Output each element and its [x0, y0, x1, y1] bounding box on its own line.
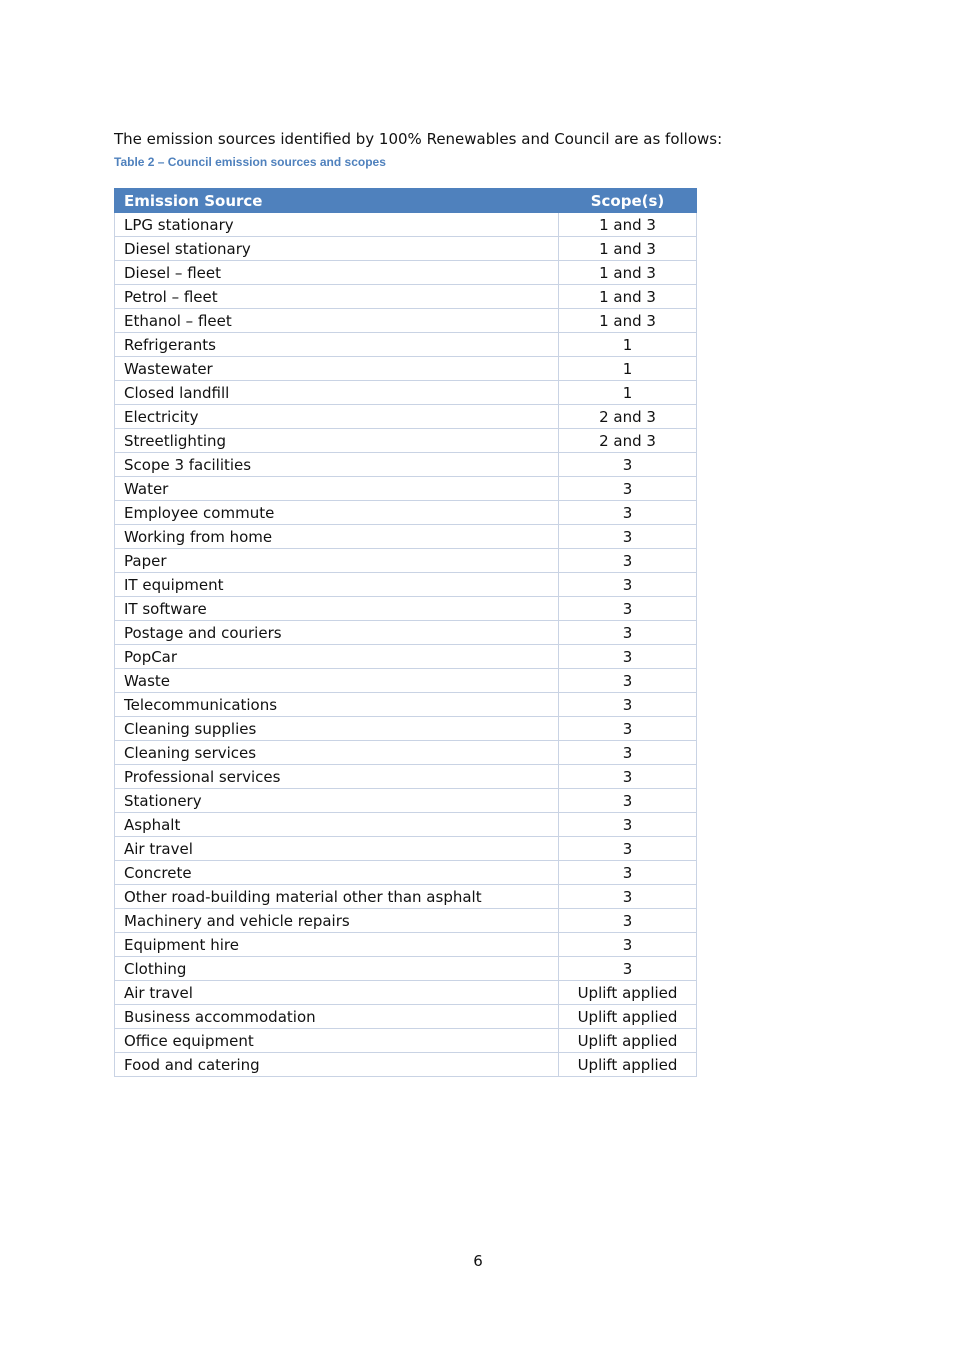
table-row: [115, 333, 697, 357]
table-row: [115, 405, 697, 429]
table-row: [115, 429, 697, 453]
table-row: [115, 909, 697, 933]
emission-source-cell: Cleaning supplies: [115, 717, 559, 741]
scope-cell: 3: [559, 765, 697, 789]
emission-source-cell: Working from home: [115, 525, 559, 549]
emission-source-cell: Scope 3 facilities: [115, 453, 559, 477]
scope-cell: Uplift applied: [559, 1053, 697, 1077]
scope-cell: 1 and 3: [559, 309, 697, 333]
table-row: [115, 501, 697, 525]
table-row: [115, 789, 697, 813]
emission-source-cell: Air travel: [115, 837, 559, 861]
emission-source-cell: Streetlighting: [115, 429, 559, 453]
scope-cell: 1: [559, 333, 697, 357]
table-row: [115, 453, 697, 477]
table-row: [115, 813, 697, 837]
scope-cell: 3: [559, 813, 697, 837]
scope-cell: Uplift applied: [559, 1005, 697, 1029]
table-row: [115, 525, 697, 549]
scope-cell: 3: [559, 957, 697, 981]
scope-cell: 1 and 3: [559, 285, 697, 309]
table-row: [115, 597, 697, 621]
emission-source-cell: Ethanol – fleet: [115, 309, 559, 333]
emission-source-cell: Business accommodation: [115, 1005, 559, 1029]
emission-source-cell: Employee commute: [115, 501, 559, 525]
table-row: [115, 693, 697, 717]
table-row: [115, 885, 697, 909]
scope-cell: 3: [559, 909, 697, 933]
scope-cell: 3: [559, 453, 697, 477]
emission-source-cell: Diesel stationary: [115, 237, 559, 261]
emission-source-cell: PopCar: [115, 645, 559, 669]
emission-source-cell: Office equipment: [115, 1029, 559, 1053]
table-row: [115, 861, 697, 885]
scope-cell: 3: [559, 645, 697, 669]
scope-cell: 3: [559, 573, 697, 597]
emission-source-cell: Cleaning services: [115, 741, 559, 765]
emission-source-cell: Clothing: [115, 957, 559, 981]
scope-cell: 3: [559, 861, 697, 885]
emission-sources-table: [114, 188, 697, 1077]
intro-paragraph: The emission sources identified by 100% Renewables and Council are as follows:: [114, 130, 723, 148]
scope-cell: 3: [559, 669, 697, 693]
table-row: [115, 549, 697, 573]
emission-source-cell: Machinery and vehicle repairs: [115, 909, 559, 933]
emission-source-cell: LPG stationary: [115, 213, 559, 237]
scope-cell: 3: [559, 933, 697, 957]
table-row: [115, 237, 697, 261]
table-row: [115, 213, 697, 237]
table-row: [115, 933, 697, 957]
emission-source-cell: Stationery: [115, 789, 559, 813]
table-row: [115, 957, 697, 981]
table-row: [115, 669, 697, 693]
scope-cell: 3: [559, 885, 697, 909]
emission-source-cell: Water: [115, 477, 559, 501]
scope-cell: 3: [559, 741, 697, 765]
table-row: [115, 837, 697, 861]
table-row: [115, 477, 697, 501]
scope-cell: 3: [559, 717, 697, 741]
emission-source-cell: Professional services: [115, 765, 559, 789]
scope-cell: Uplift applied: [559, 1029, 697, 1053]
table-row: [115, 645, 697, 669]
scope-cell: 3: [559, 597, 697, 621]
table-row: [115, 1005, 697, 1029]
scope-cell: Uplift applied: [559, 981, 697, 1005]
table-row: [115, 261, 697, 285]
table-row: [115, 285, 697, 309]
emission-source-cell: Food and catering: [115, 1053, 559, 1077]
scope-cell: 2 and 3: [559, 429, 697, 453]
emission-source-cell: Diesel – fleet: [115, 261, 559, 285]
scope-cell: 2 and 3: [559, 405, 697, 429]
table-body: [115, 213, 697, 1077]
scope-cell: 1: [559, 357, 697, 381]
scope-cell: 3: [559, 621, 697, 645]
scope-cell: 1 and 3: [559, 261, 697, 285]
table-row: [115, 1053, 697, 1077]
table-row: [115, 765, 697, 789]
column-header-scopes: Scope(s): [559, 189, 697, 213]
emission-source-cell: Other road-building material other than asphalt: [115, 885, 559, 909]
scope-cell: 3: [559, 837, 697, 861]
emission-source-cell: IT software: [115, 597, 559, 621]
scope-cell: 1 and 3: [559, 213, 697, 237]
table-header-row: [115, 189, 697, 213]
emission-source-cell: Refrigerants: [115, 333, 559, 357]
table-row: [115, 741, 697, 765]
scope-cell: 3: [559, 525, 697, 549]
emission-source-cell: Petrol – fleet: [115, 285, 559, 309]
scope-cell: 3: [559, 789, 697, 813]
emission-source-cell: Telecommunications: [115, 693, 559, 717]
table-row: [115, 1029, 697, 1053]
scope-cell: 3: [559, 549, 697, 573]
scope-cell: 3: [559, 501, 697, 525]
emission-source-cell: IT equipment: [115, 573, 559, 597]
emission-source-cell: Postage and couriers: [115, 621, 559, 645]
emission-source-cell: Paper: [115, 549, 559, 573]
table-row: [115, 573, 697, 597]
scope-cell: 3: [559, 693, 697, 717]
emission-source-cell: Closed landfill: [115, 381, 559, 405]
table-row: [115, 717, 697, 741]
emission-source-cell: Air travel: [115, 981, 559, 1005]
emission-source-cell: Wastewater: [115, 357, 559, 381]
table-caption: Table 2 – Council emission sources and scopes: [114, 155, 386, 169]
emission-source-cell: Asphalt: [115, 813, 559, 837]
emission-source-cell: Equipment hire: [115, 933, 559, 957]
scope-cell: 1: [559, 381, 697, 405]
table-row: [115, 381, 697, 405]
column-header-emission-source: Emission Source: [115, 189, 559, 213]
emission-source-cell: Concrete: [115, 861, 559, 885]
table-row: [115, 981, 697, 1005]
page-number: 6: [473, 1252, 483, 1270]
table-row: [115, 621, 697, 645]
table-row: [115, 357, 697, 381]
scope-cell: 3: [559, 477, 697, 501]
emission-source-cell: Waste: [115, 669, 559, 693]
scope-cell: 1 and 3: [559, 237, 697, 261]
emission-source-cell: Electricity: [115, 405, 559, 429]
table-row: [115, 309, 697, 333]
